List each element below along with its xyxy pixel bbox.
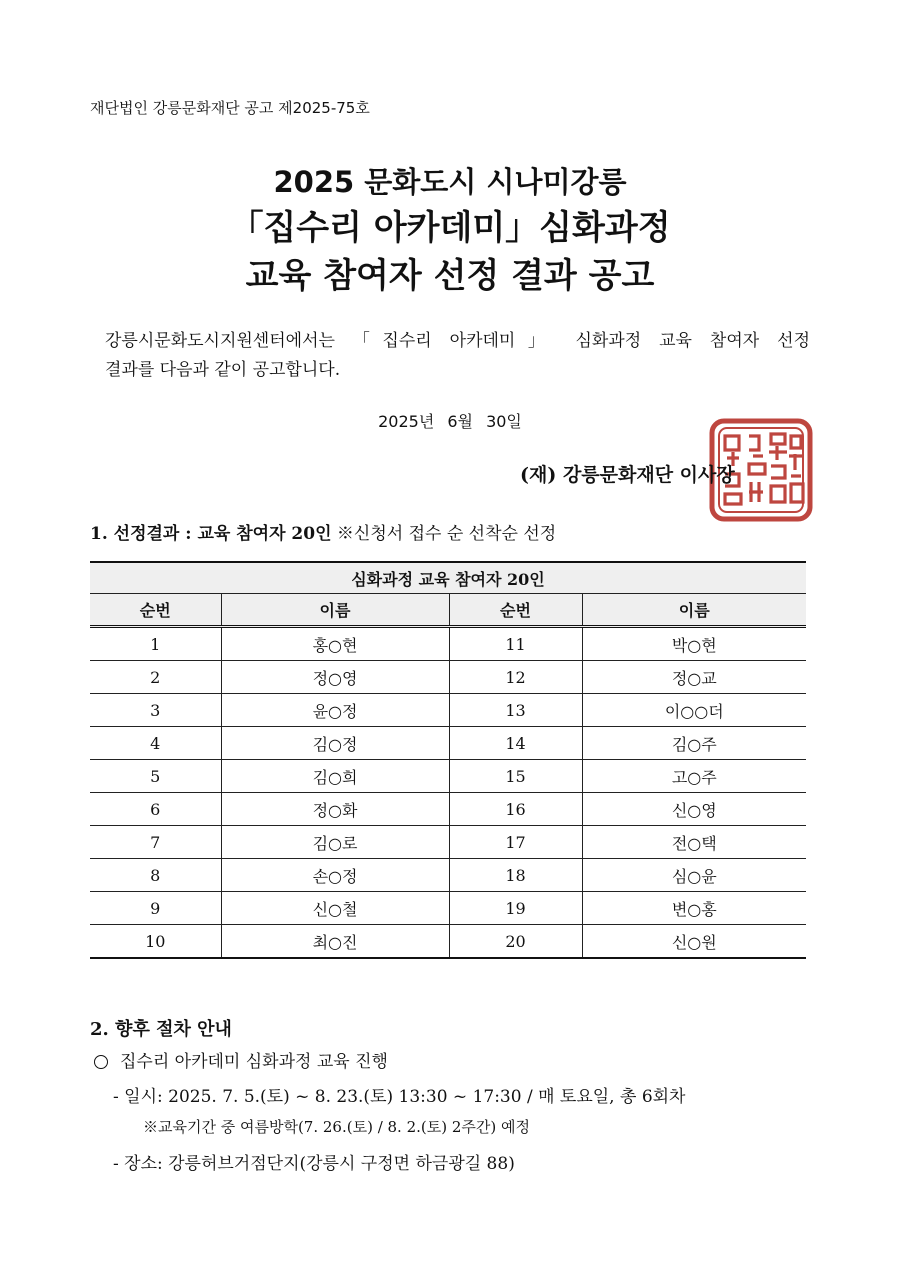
- row-number: 12: [449, 661, 582, 694]
- table-row: [90, 661, 806, 694]
- row-name: 홍○현: [221, 627, 449, 661]
- participants-table: [90, 561, 806, 959]
- row-number: 9: [90, 892, 221, 925]
- row-number: 8: [90, 859, 221, 892]
- table-row: [90, 859, 806, 892]
- row-number: 3: [90, 694, 221, 727]
- row-name: 최○진: [221, 925, 449, 959]
- header-number-2: 순번: [449, 594, 582, 627]
- row-number: 6: [90, 793, 221, 826]
- row-number: 17: [449, 826, 582, 859]
- row-name: 이○○더: [582, 694, 806, 727]
- row-name: 김○주: [582, 727, 806, 760]
- row-number: 16: [449, 793, 582, 826]
- table-row: [90, 925, 806, 959]
- row-name: 고○주: [582, 760, 806, 793]
- issuer-name: (재) 강릉문화재단 이사장: [520, 464, 735, 486]
- row-number: 19: [449, 892, 582, 925]
- title-line-1: 2025 문화도시 시나미강릉: [273, 165, 627, 199]
- row-name: 정○화: [221, 793, 449, 826]
- row-name: 정○교: [582, 661, 806, 694]
- row-name: 손○정: [221, 859, 449, 892]
- row-number: 5: [90, 760, 221, 793]
- section-2-heading: 2. 향후 절차 안내: [90, 1019, 232, 1040]
- title-line-3: 교육 참여자 선정 결과 공고: [245, 256, 655, 296]
- header-name-1: 이름: [221, 594, 449, 627]
- table-row: [90, 694, 806, 727]
- table-row: [90, 892, 806, 925]
- header-name-2: 이름: [582, 594, 806, 627]
- row-number: 4: [90, 727, 221, 760]
- row-name: 신○철: [221, 892, 449, 925]
- intro-line-2: 결과를 다음과 같이 공고합니다.: [105, 360, 341, 380]
- row-name: 김○정: [221, 727, 449, 760]
- location-line: - 장소: 강릉허브거점단지(강릉시 구정면 하금광길 88): [113, 1154, 515, 1174]
- table-row: [90, 727, 806, 760]
- vacation-note: ※교육기간 중 여름방학(7. 26.(토) / 8. 2.(토) 2주간) 예정: [143, 1118, 530, 1136]
- section-1-title: 1. 선정결과 : 교육 참여자 20인: [90, 524, 332, 544]
- section-1-note: ※신청서 접수 순 선착순 선정: [336, 524, 557, 544]
- row-number: 2: [90, 661, 221, 694]
- row-name: 윤○정: [221, 694, 449, 727]
- row-number: 20: [449, 925, 582, 959]
- row-name: 변○홍: [582, 892, 806, 925]
- section-2-item-text: 집수리 아카데미 심화과정 교육 진행: [120, 1052, 388, 1072]
- row-number: 10: [90, 925, 221, 959]
- table-row: [90, 826, 806, 859]
- row-number: 13: [449, 694, 582, 727]
- section-1-heading: [90, 519, 556, 544]
- row-name: 신○영: [582, 793, 806, 826]
- table-row: [90, 627, 806, 661]
- table-caption: 심화과정 교육 참여자 20인: [90, 562, 806, 594]
- row-name: 심○윤: [582, 859, 806, 892]
- title-line-2: 「집수리 아카데미」심화과정: [229, 208, 671, 248]
- row-number: 11: [449, 627, 582, 661]
- row-name: 신○원: [582, 925, 806, 959]
- row-number: 18: [449, 859, 582, 892]
- row-name: 정○영: [221, 661, 449, 694]
- table-row: [90, 793, 806, 826]
- row-name: 김○로: [221, 826, 449, 859]
- row-number: 14: [449, 727, 582, 760]
- row-number: 7: [90, 826, 221, 859]
- schedule-line: - 일시: 2025. 7. 5.(토) ~ 8. 23.(토) 13:30 ~ 17:30 / 매 토요일, 총 6회차: [113, 1087, 686, 1107]
- row-name: 김○희: [221, 760, 449, 793]
- intro-line-1: 강릉시문화도시지원센터에서는 「집수리 아카데미」 심화과정 교육 참여자 선정: [105, 331, 810, 351]
- table-row: [90, 760, 806, 793]
- intro-paragraph: [105, 327, 810, 385]
- notice-number: 재단법인 강릉문화재단 공고 제2025-75호: [90, 99, 370, 117]
- row-name: 박○현: [582, 627, 806, 661]
- header-number-1: 순번: [90, 594, 221, 627]
- section-2-item: [92, 1047, 388, 1072]
- circle-bullet-icon: [94, 1055, 108, 1069]
- row-number: 1: [90, 627, 221, 661]
- row-name: 전○택: [582, 826, 806, 859]
- notice-date: 2025년 6월 30일: [378, 412, 522, 431]
- row-number: 15: [449, 760, 582, 793]
